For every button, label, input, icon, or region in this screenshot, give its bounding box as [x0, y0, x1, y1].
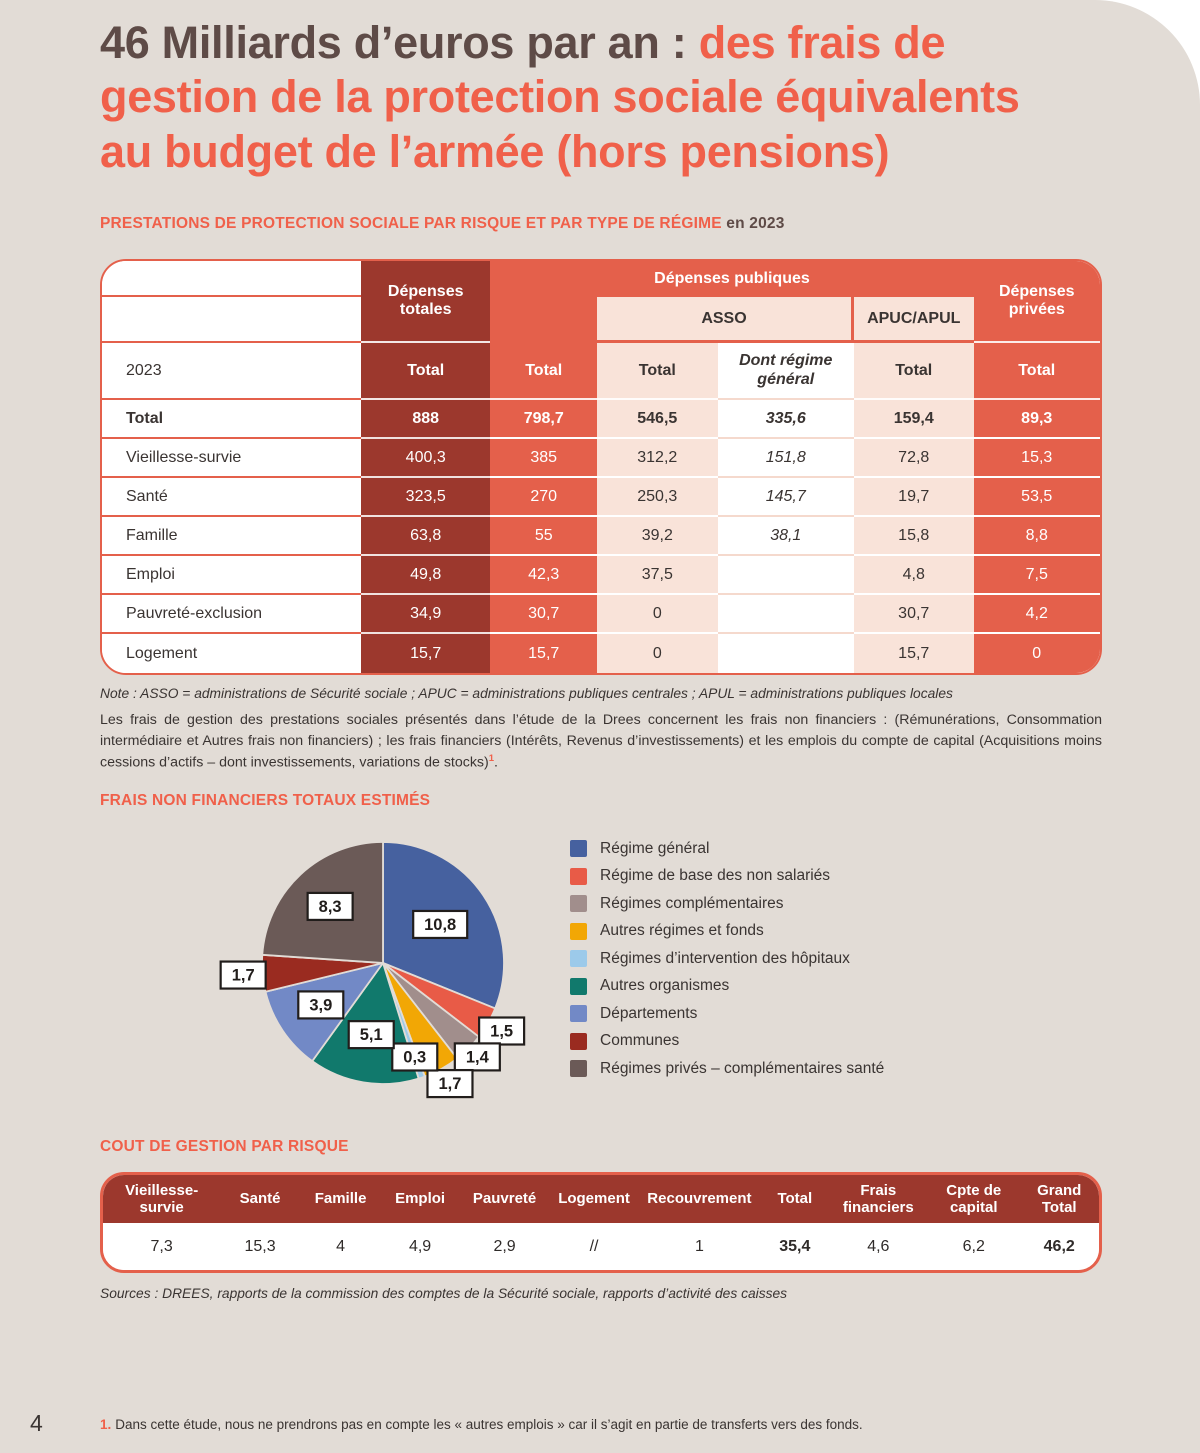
legend-swatch [570, 840, 587, 857]
group-header-apuc-apul: APUC/APUL [854, 297, 974, 343]
legend-label: Autres organismes [600, 977, 730, 995]
cout-table-header: Santé [220, 1175, 300, 1223]
legend-item [570, 1060, 884, 1078]
pie-chart-section [100, 818, 1102, 1110]
cell-privees: 8,8 [974, 517, 1100, 556]
cell-dont-rg [718, 556, 854, 595]
pie-value-label: 1,7 [438, 1075, 462, 1094]
col-header-total: Total [974, 343, 1100, 400]
cell-asso-total: 0 [597, 595, 718, 634]
section-heading-text: PRESTATIONS DE PROTECTION SOCIALE PAR RISQUE ET PAR TYPE DE RÉGIME [100, 215, 722, 233]
cell-privees: 53,5 [974, 478, 1100, 517]
pie-value-label: 1,4 [465, 1048, 489, 1067]
cell-dep-totales: 888 [361, 400, 490, 439]
legend-swatch [570, 1033, 587, 1050]
cout-table-value: 35,4 [761, 1223, 829, 1270]
legend-swatch [570, 978, 587, 995]
row-label: Emploi [102, 556, 361, 595]
cout-table-header: Frais financiers [829, 1175, 928, 1223]
page-content [100, 0, 1102, 1301]
footnote-text: Dans cette étude, nous ne prendrons pas en compte les « autres emplois » car il s’agit en partie de transferts vers des fonds. [115, 1417, 863, 1432]
cell-dep-totales: 49,8 [361, 556, 490, 595]
cell-dont-rg: 145,7 [718, 478, 854, 517]
cell-dep-totales: 34,9 [361, 595, 490, 634]
row-label: Santé [102, 478, 361, 517]
cout-table-value: 4 [300, 1223, 382, 1270]
cell-pub-total: 30,7 [490, 595, 597, 634]
legend-label: Autres régimes et fonds [600, 922, 764, 940]
page-number: 4 [30, 1410, 43, 1436]
legend-label: Communes [600, 1032, 680, 1050]
cout-table-header: Cpte de capital [928, 1175, 1019, 1223]
paragraph-end: . [494, 755, 498, 772]
legend-item [570, 868, 884, 886]
cell-apuc-total: 4,8 [854, 556, 974, 595]
col-header-total: Total [361, 343, 490, 400]
col-header-depenses-privees: Dépenses privées [974, 261, 1100, 343]
legend-swatch [570, 950, 587, 967]
legend-item [570, 923, 884, 941]
cell-pub-total: 55 [490, 517, 597, 556]
cell-asso-total: 0 [597, 634, 718, 673]
pie-value-label: 10,8 [424, 916, 457, 935]
cell-dep-totales: 400,3 [361, 439, 490, 478]
page-title [100, 16, 1060, 179]
cout-table-value: 1 [638, 1223, 761, 1270]
cell-asso-total: 546,5 [597, 400, 718, 439]
cell-dont-rg: 38,1 [718, 517, 854, 556]
legend-item [570, 840, 884, 858]
sources-text: Sources : DREES, rapports de la commission des comptes de la Sécurité sociale, rapports d’activité des caisses [100, 1286, 788, 1302]
legend-label: Régimes privés – complémentaires santé [600, 1059, 885, 1077]
legend-swatch [570, 895, 587, 912]
legend-label: Régime général [600, 839, 710, 857]
cell-privees: 0 [974, 634, 1100, 673]
pie-value-label: 0,3 [403, 1048, 427, 1067]
row-label: Vieillesse-survie [102, 439, 361, 478]
intro-paragraph [100, 710, 1102, 774]
legend-item [570, 950, 884, 968]
cell-dont-rg: 151,8 [718, 439, 854, 478]
paragraph-text: Les frais de gestion des prestations sociales présentés dans l’étude de la Drees concernent les frais non financiers : (Rémunérations, Consommation intermédiaire et Autres frais non financiers) ; les frais financiers (Intérêts, Revenus d’investissements) et les emplois du compte de capital (Acquisitions moins cessions d’actifs – dont investissements, variations de stocks) [100, 712, 1102, 772]
legend-item [570, 1033, 884, 1051]
col-header-dont-regime-general: Dont régime général [718, 343, 854, 400]
table-corner-cell [102, 297, 361, 343]
section-heading-frais: FRAIS NON FINANCIERS TOTAUX ESTIMÉS [100, 792, 431, 810]
cout-table-value: // [550, 1223, 637, 1270]
table-corner-cell [102, 261, 361, 297]
cell-privees: 89,3 [974, 400, 1100, 439]
legend-swatch [570, 1005, 587, 1022]
col-header-depenses-totales: Dépenses totales [361, 261, 490, 343]
col-header-total: Total [597, 343, 718, 400]
cell-apuc-total: 19,7 [854, 478, 974, 517]
cell-pub-total: 42,3 [490, 556, 597, 595]
page-footer [0, 1410, 1200, 1437]
pie-value-label: 3,9 [309, 996, 333, 1015]
cell-pub-total: 798,7 [490, 400, 597, 439]
row-label: Pauvreté-exclusion [102, 595, 361, 634]
cout-table-value: 4,6 [829, 1223, 928, 1270]
section-heading-cout: COUT DE GESTION PAR RISQUE [100, 1138, 349, 1156]
cell-dep-totales: 63,8 [361, 517, 490, 556]
year-row-label: 2023 [102, 343, 361, 400]
cout-table-value: 7,3 [103, 1223, 220, 1270]
prestations-table [100, 259, 1102, 675]
cell-pub-total: 385 [490, 439, 597, 478]
row-label: Total [102, 400, 361, 439]
title-dark-part: 46 Milliards d’euros par an : [100, 17, 699, 68]
group-header-depenses-publiques: Dépenses publiques [490, 261, 973, 297]
col-header-total: Total [854, 343, 974, 400]
section-heading-year: en 2023 [721, 215, 785, 233]
row-label: Famille [102, 517, 361, 556]
cell-asso-total: 312,2 [597, 439, 718, 478]
legend-swatch [570, 923, 587, 940]
legend-item [570, 1005, 884, 1023]
cell-apuc-total: 15,8 [854, 517, 974, 556]
pie-value-label: 1,5 [490, 1022, 514, 1041]
cout-table-header: Logement [550, 1175, 637, 1223]
cell-asso-total: 37,5 [597, 556, 718, 595]
pie-value-label: 5,1 [359, 1026, 383, 1045]
cout-table-value: 15,3 [220, 1223, 300, 1270]
cout-table-value: 4,9 [381, 1223, 459, 1270]
cell-apuc-total: 72,8 [854, 439, 974, 478]
cell-privees: 15,3 [974, 439, 1100, 478]
cell-apuc-total: 159,4 [854, 400, 974, 439]
cout-table-value: 6,2 [928, 1223, 1019, 1270]
cout-gestion-table [100, 1172, 1102, 1273]
cout-table-header: Vieillesse-survie [103, 1175, 220, 1223]
table-note: Note : ASSO = administrations de Sécurité sociale ; APUC = administrations publiques centrales ; APUL = administrations publiques locales [100, 686, 953, 702]
cell-apuc-total: 15,7 [854, 634, 974, 673]
cout-table-header: Grand Total [1019, 1175, 1099, 1223]
col-header-total: Total [490, 343, 597, 400]
cout-table-header: Total [761, 1175, 829, 1223]
pie-value-label: 8,3 [318, 898, 342, 917]
cell-dep-totales: 15,7 [361, 634, 490, 673]
legend-swatch [570, 868, 587, 885]
legend-item [570, 895, 884, 913]
section-heading-prestations [100, 215, 1102, 233]
cout-table-header: Recouvrement [638, 1175, 761, 1223]
footnote-reference: 1 [488, 753, 495, 765]
footnote [100, 1417, 1100, 1432]
legend-swatch [570, 1060, 587, 1077]
legend-item [570, 978, 884, 996]
title-accent-part: des frais de gestion de la protection sociale équivalents au budget de l’armée (hors pensions) [100, 17, 1020, 177]
pie-value-label: 1,7 [231, 966, 255, 985]
cell-asso-total: 250,3 [597, 478, 718, 517]
row-label: Logement [102, 634, 361, 673]
cell-dont-rg [718, 595, 854, 634]
cout-table-header: Pauvreté [459, 1175, 550, 1223]
legend-label: Départements [600, 1004, 698, 1022]
chart-legend [570, 840, 884, 1078]
cell-privees: 7,5 [974, 556, 1100, 595]
spacer-cell [490, 297, 597, 343]
cell-pub-total: 15,7 [490, 634, 597, 673]
cout-table-value: 2,9 [459, 1223, 550, 1270]
legend-label: Régimes d’intervention des hôpitaux [600, 949, 850, 967]
cell-pub-total: 270 [490, 478, 597, 517]
cell-dont-rg [718, 634, 854, 673]
cell-apuc-total: 30,7 [854, 595, 974, 634]
footnote-marker: 1. [100, 1417, 112, 1432]
group-header-asso: ASSO [597, 297, 854, 343]
cout-table-value: 46,2 [1019, 1223, 1099, 1270]
cell-dep-totales: 323,5 [361, 478, 490, 517]
legend-label: Régimes complémentaires [600, 894, 784, 912]
cell-privees: 4,2 [974, 595, 1100, 634]
cout-table-header: Famille [300, 1175, 382, 1223]
legend-label: Régime de base des non salariés [600, 867, 831, 885]
cout-table-header: Emploi [381, 1175, 459, 1223]
cell-dont-rg: 335,6 [718, 400, 854, 439]
cell-asso-total: 39,2 [597, 517, 718, 556]
